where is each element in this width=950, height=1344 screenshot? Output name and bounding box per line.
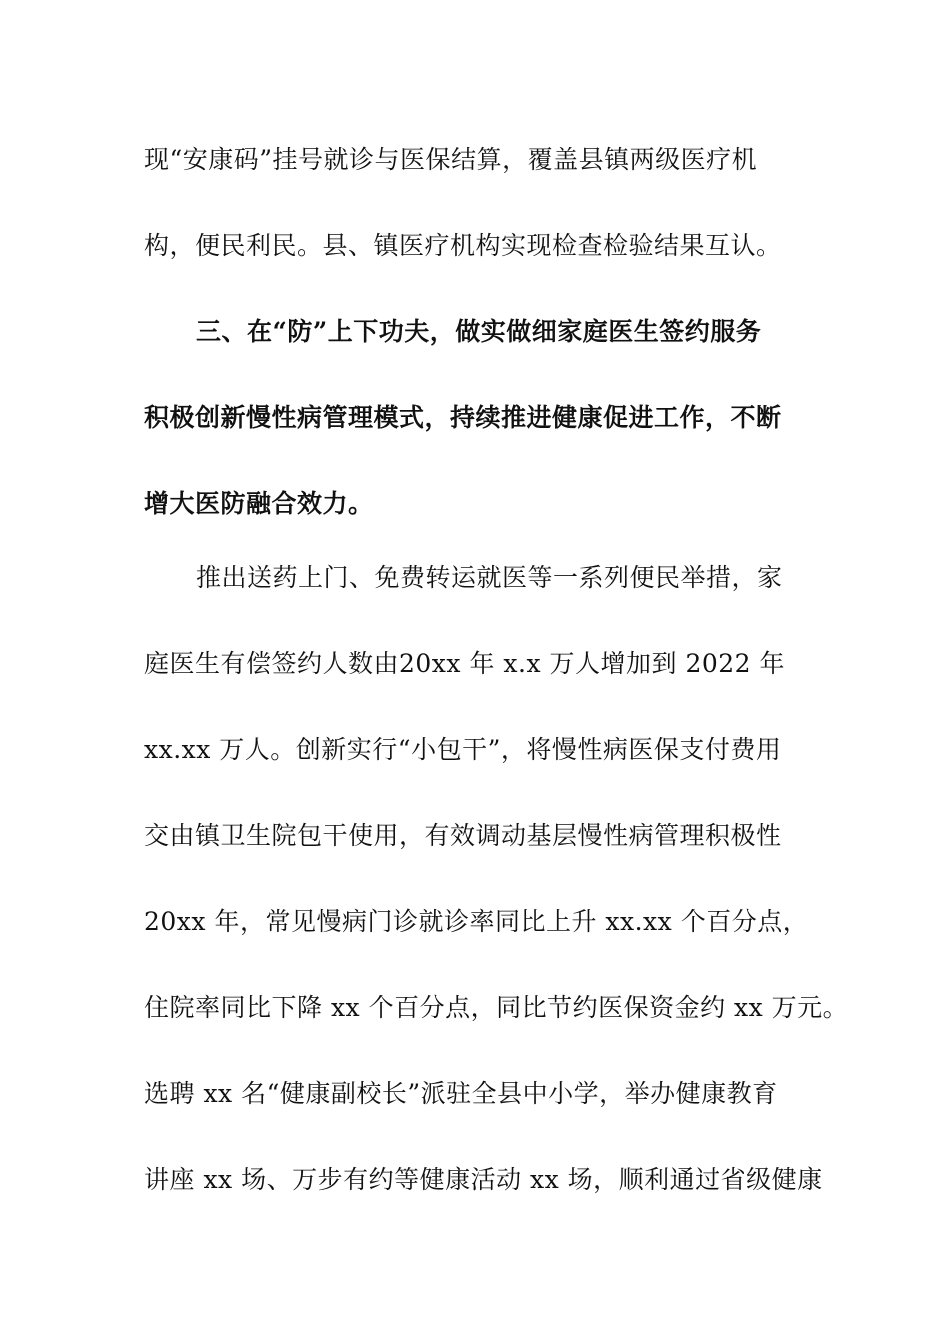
paragraph-line: 交由镇卫生院包干使用，有效调动基层慢性病管理积极性 [144,821,782,850]
heading-line: 增大医防融合效力。 [144,489,374,518]
paragraph-line: 讲座 xx 场、万步有约等健康活动 xx 场，顺利通过省级健康 [144,1165,823,1194]
paragraph-line: 构，便民利民。县、镇医疗机构实现检查检验结果互认。 [144,231,782,260]
paragraph-line: 住院率同比下降 xx 个百分点，同比节约医保资金约 xx 万元。 [144,993,849,1022]
paragraph-line: 现“安康码”挂号就诊与医保结算，覆盖县镇两级医疗机 [144,145,758,174]
paragraph-line: 推出送药上门、免费转运就医等一系列便民举措，家 [196,563,783,592]
section-heading: 三、在“防”上下功夫，做实做细家庭医生签约服务 [196,317,762,346]
paragraph-line: xx.xx 万人。创新实行“小包干”，将慢性病医保支付费用 [144,735,782,764]
paragraph-line: 庭医生有偿签约人数由20xx 年 x.x 万人增加到 2022 年 [144,649,786,678]
paragraph-line: 20xx 年，常见慢病门诊就诊率同比上升 xx.xx 个百分点， [144,907,809,936]
heading-line: 积极创新慢性病管理模式，持续推进健康促进工作，不断 [144,403,782,432]
paragraph-line: 选聘 xx 名“健康副校长”派驻全县中小学，举办健康教育 [144,1079,778,1108]
